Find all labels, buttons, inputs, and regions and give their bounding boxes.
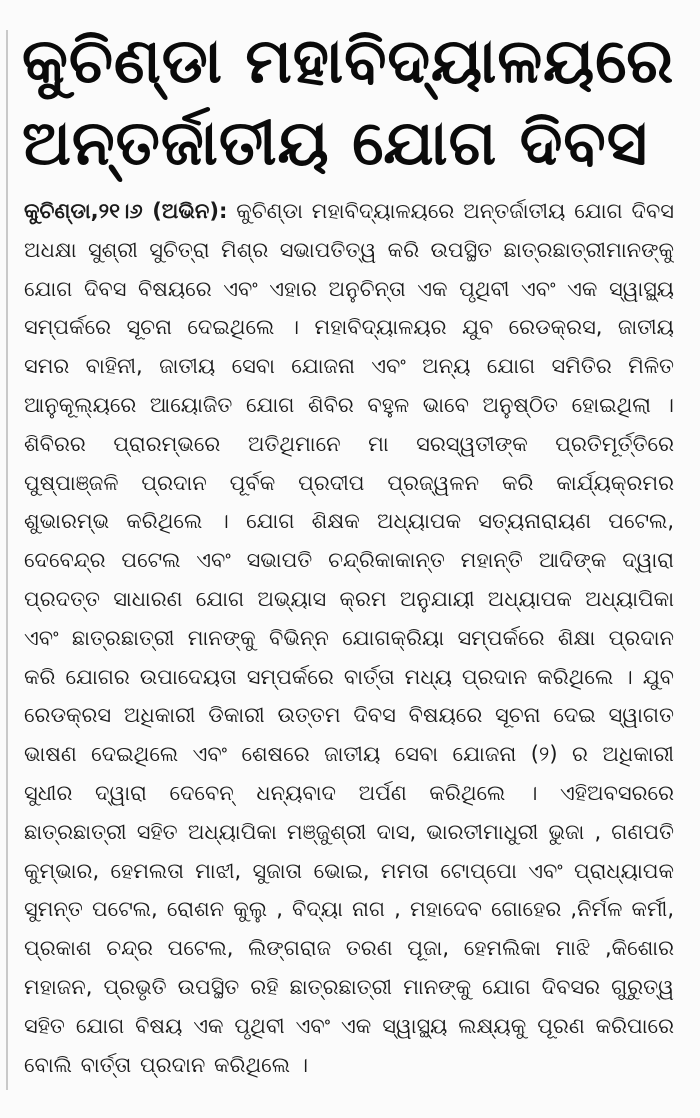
article-body-text: କୁଚିଣ୍ଡା ମହାବିଦ୍ୟାଳୟରେ ଅନ୍ତର୍ଜାତୀୟ ଯୋଗ ଦିବସ ଅଧକ୍ଷା ସୁଶ୍ରୀ ସୁଚିତ୍ରା ମିଶ୍ର ସଭାପତିତ୍ୱ କରି ଉପସ୍ଥିତ ଛାତ୍ରଛାତ୍ରୀମାନଙ୍କୁ ଯୋଗ ଦିବସ ବିଷୟରେ ଏବଂ ଏହାର ଅନୁଚିନ୍ତା ଏକ ପୃଥିବୀ ଏବଂ ଏକ ସ୍ୱାସ୍ଥ୍ୟ ସମ୍ପର୍କରେ ସୂଚନା ଦେଇଥିଲେ । ମହାବିଦ୍ୟାଳୟର ଯୁବ ରେଡକ୍ରସ, ଜାତୀୟ ସମର ବାହିନୀ, ଜାତୀୟ ସେବା ଯୋଜନା ଏବଂ ଅନ୍ୟ ଯୋଗ ସମିତିର ମିଳିତ ଆନୁକୂଲ୍ୟରେ ଆୟୋଜିତ ଯୋଗ ଶିବିର ବହୁଳ ଭାବେ ଅନୁଷ୍ଠିତ ହୋଇଥିଲା । ଶିବିରର ପ୍ରାରମ୍ଭରେ ଅତିଥିମାନେ ମା ସରସ୍ୱତୀଙ୍କ ପ୍ରତିମୂର୍ତ୍ତିରେ ପୁଷ୍ପାଞ୍ଜଳି ପ୍ରଦାନ ପୂର୍ବକ ପ୍ରଦୀପ ପ୍ରଜ୍ୱଳନ କରି କାର୍ଯ୍ୟକ୍ରମର ଶୁଭାରମ୍ଭ କରିଥିଲେ । ଯୋଗ ଶିକ୍ଷକ ଅଧ୍ୟାପକ ସତ୍ୟନାରାୟଣ ପଟେଲ, ଦେବେନ୍ଦ୍ର ପଟେଲ ଏବଂ ସଭାପତି ଚନ୍ଦ୍ରିକାକାନ୍ତ ମହାନ୍ତି ଆଦିଙ୍କ ଦ୍ୱାରା ପ୍ରଦତ୍ତ ସାଧାରଣ ଯୋଗ ଅଭ୍ୟାସ କ୍ରମ ଅନୁଯାୟୀ ଅଧ୍ୟାପକ ଅଧ୍ୟାପିକା ଏବଂ ଛାତ୍ରଛାତ୍ରୀ ମାନଙ୍କୁ ବିଭିନ୍ନ ଯୋଗକ୍ରିୟା ସମ୍ପର୍କରେ ଶିକ୍ଷା ପ୍ରଦାନ କରି ଯୋଗର ଉପାଦେୟତା ସମ୍ପର୍କରେ ବାର୍ତ୍ତା ମଧ୍ୟ ପ୍ରଦାନ କରିଥିଲେ । ଯୁବ ରେଡକ୍ରସ ଅଧିକାରୀ ଡିକାରୀ ଉତ୍ତମ ଦିବସ ବିଷୟରେ ସୂଚନା ଦେଇ ସ୍ୱାଗତ ଭାଷଣ ଦେଇଥିଲେ ଏବଂ ଶେଷରେ ଜାତୀୟ ସେବା ଯୋଜନା (୨) ର ଅଧିକାରୀ ସୁଧୀର ଦ୍ୱାରା ଦେବେନ୍ ଧନ୍ୟବାଦ ଅର୍ପଣ କରିଥିଲେ । ଏହିଅବସରରେ ଛାତ୍ରଛାତ୍ରୀ ସହିତ ଅଧ୍ୟାପିକା ମଞ୍ଜୁଶ୍ରୀ ଦାସ, ଭାରତୀମାଧୁରୀ ଭୁଜା , ଗଣପତି କୁମ୍ଭାର, ହେମଲତା ମାଝୀ, ସୁଜାତା ଭୋଇ, ମମତା ଟୋପ୍ପୋ ଏବଂ ପ୍ରାଧ୍ୟାପକ ସୁମନ୍ତ ପଟେଲ, ରୋଶନ କୁଲୁ , ବିଦ୍ୟା ନାଗ , ମହାଦେବ ଗୋହେର ,ନିର୍ମଳ କର୍ମୀ, ପ୍ରକାଶ ଚନ୍ଦ୍ର ପଟେଲ, ଲିଙ୍ଗରାଜ ତରଣ ପୂଜା, ହେମଲିକା ମାଝି ,କିଶୋର ମହାଜନ, ପ୍ରଭୃତି ଉପସ୍ଥିତ ରହି ଛାତ୍ରଛାତ୍ରୀ ମାନଙ୍କୁ ଯୋଗ ଦିବସର ଗୁରୁତ୍ୱ ସହିତ ଯୋଗ ବିଷୟ ଏକ ପୃଥିବୀ ଏବଂ ଏକ ସ୍ୱାସ୍ଥ୍ୟ ଲକ୍ଷ୍ୟକୁ ପୂରଣ କରିପାରେ ବୋଲି ବାର୍ତ୍ତା ପ୍ରଦାନ କରିଥିଲେ ।: [24, 199, 674, 1077]
column-rule: [6, 30, 8, 1090]
headline: [22, 20, 682, 184]
headline-line-2: ଅନ୍ତର୍ଜାତୀୟ ଯୋଗ ଦିବସ: [22, 106, 649, 179]
article-body: [24, 192, 674, 1104]
dateline: କୁଚିଣ୍ଡା,୨୧।୬ (ଅଭିନ):: [24, 199, 228, 223]
headline-line-1: କୁଚିଣ୍ଡା ମହାବିଦ୍ୟାଳୟରେ: [22, 24, 675, 97]
